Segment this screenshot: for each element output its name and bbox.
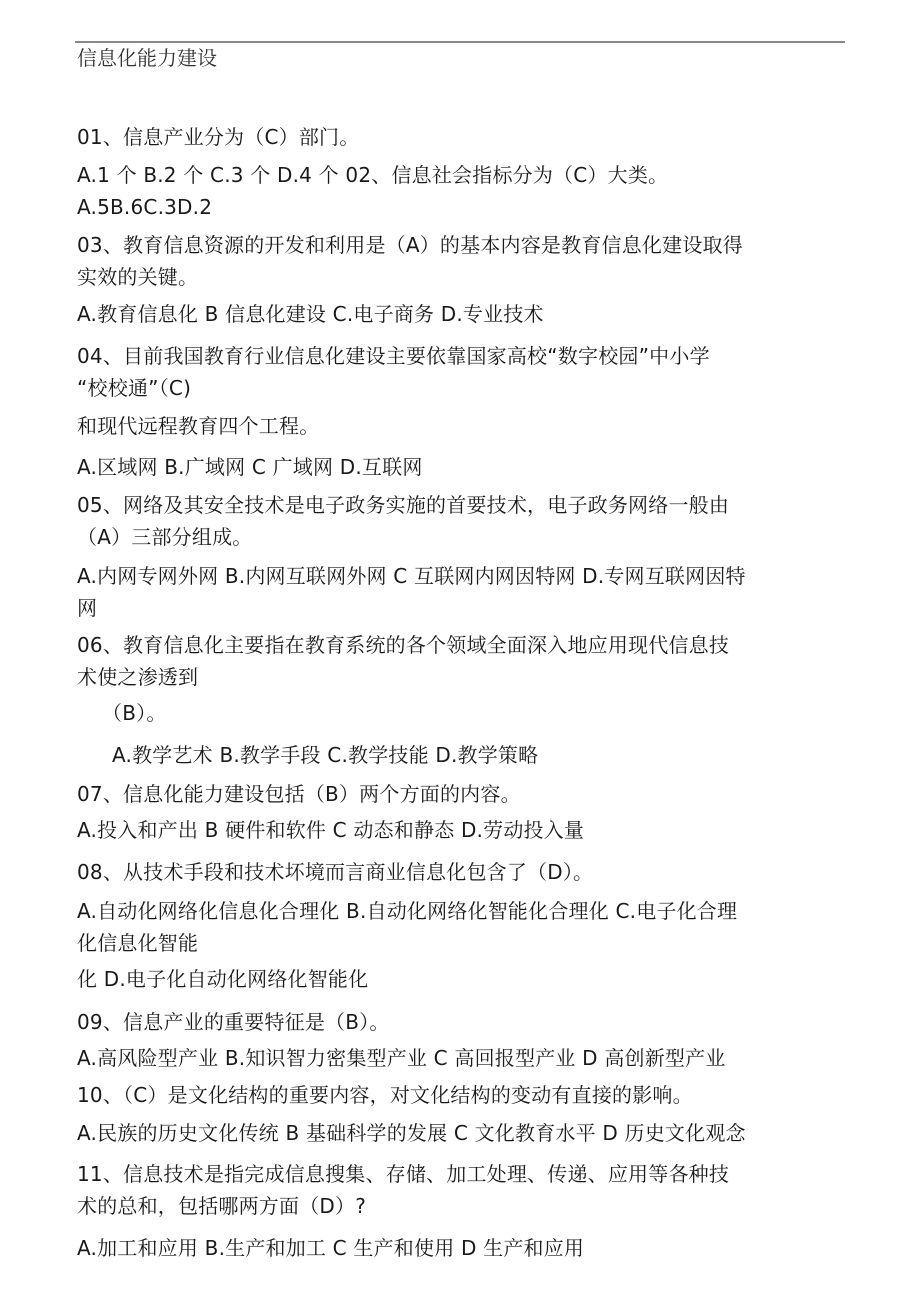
text-line: A.民族的历史文化传统 B 基础科学的发展 C 文化教育水平 D 历史文化观念 — [77, 1121, 746, 1145]
text-line: （A）三部分组成。 — [77, 525, 253, 549]
text-line: 术的总和，包括哪两方面（D）? — [77, 1194, 367, 1218]
text-line: 化 D.电子化自动化网络化智能化 — [77, 967, 369, 991]
text-line: 09、信息产业的重要特征是（B）。 — [77, 1010, 390, 1034]
text-line: 术使之渗透到 — [77, 665, 199, 689]
text-line: 03、教育信息资源的开发和利用是（A）的基本内容是教育信息化建设取得 — [77, 233, 743, 257]
text-line: 10、（C）是文化结构的重要内容，对文化结构的变动有直接的影响。 — [77, 1083, 693, 1107]
header-rule — [75, 41, 845, 43]
text-line: 网 — [77, 596, 98, 620]
text-line: 04、目前我国教育行业信息化建设主要依靠国家高校“数字校园”中小学 — [77, 344, 710, 368]
text-line: A.高风险型产业 B.知识智力密集型产业 C 高回报型产业 D 高创新型产业 — [77, 1046, 726, 1070]
text-line: 08、从技术手段和技术坏境而言商业信息化包含了（D）。 — [77, 860, 594, 884]
text-line: A.区域网 B.广域网 C 广域网 D.互联网 — [77, 455, 423, 479]
text-line: 01、信息产业分为（C）部门。 — [77, 125, 360, 149]
text-line: A.5B.6C.3D.2 — [77, 195, 213, 219]
text-line: （B）。 — [102, 701, 167, 725]
text-line: 07、信息化能力建设包括（B）两个方面的内容。 — [77, 782, 521, 806]
text-line: 05、网络及其安全技术是电子政务实施的首要技术，电子政务网络一般由 — [77, 493, 730, 517]
text-line: 和现代远程教育四个工程。 — [77, 414, 320, 438]
text-line: A.自动化网络化信息化合理化 B.自动化网络化智能化合理化 C.电子化合理 — [77, 899, 738, 923]
text-line: “校校通”（C) — [77, 376, 192, 400]
text-line: A.投入和产出 B 硬件和软件 C 动态和静态 D.劳动投入量 — [77, 818, 585, 842]
text-line: A.加工和应用 B.生产和加工 C 生产和使用 D 生产和应用 — [77, 1236, 585, 1260]
text-line: 实效的关键。 — [77, 265, 199, 289]
page-header-title: 信息化能力建设 — [77, 46, 217, 70]
text-line: 11、信息技术是指完成信息搜集、存储、加工处理、传递、应用等各种技 — [77, 1162, 730, 1186]
text-line: A.1 个 B.2 个 C.3 个 D.4 个 02、信息社会指标分为（C）大类。 — [77, 163, 669, 187]
text-line: 06、教育信息化主要指在教育系统的各个领域全面深入地应用现代信息技 — [77, 633, 730, 657]
text-line: 化信息化智能 — [77, 931, 199, 955]
text-line: A.内网专网外网 B.内网互联网外网 C 互联网内网因特网 D.专网互联网因特 — [77, 564, 746, 588]
text-line: A.教学艺术 B.教学手段 C.教学技能 D.教学策略 — [112, 743, 539, 767]
text-line: A.教育信息化 B 信息化建设 C.电子商务 D.专业技术 — [77, 302, 544, 326]
